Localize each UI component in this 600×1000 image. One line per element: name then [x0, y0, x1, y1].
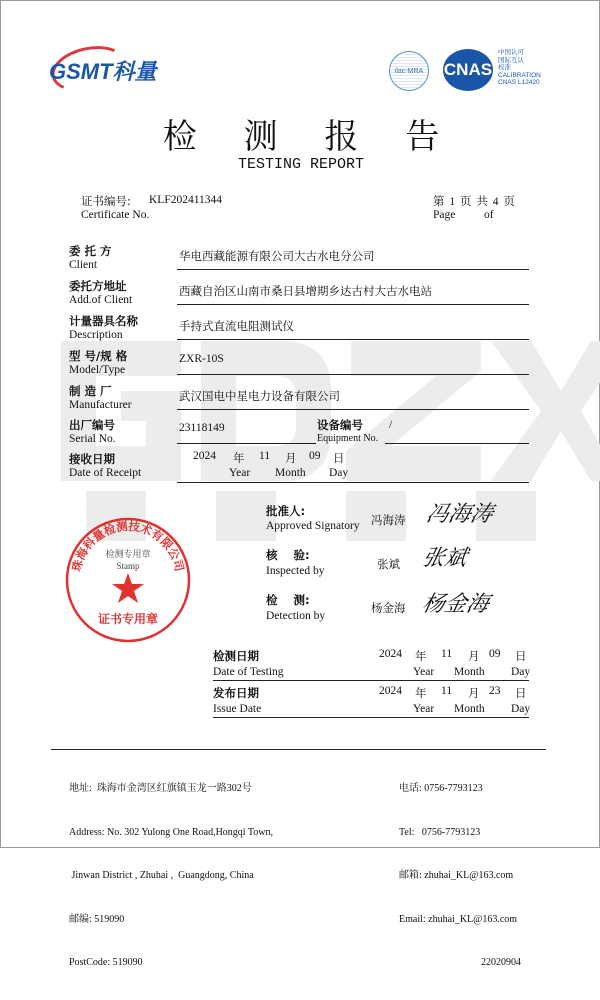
seal-inner-text: 检测专用章 — [105, 550, 151, 560]
testing_date-underline — [213, 680, 529, 681]
of-label: of — [484, 209, 494, 221]
testing_date-label: 检测日期 — [213, 649, 259, 663]
issue_date-underline — [213, 717, 529, 718]
field-label: 型 号/规 格 — [69, 349, 128, 363]
issue_date-label: 发布日期 — [213, 686, 259, 700]
gsmt-logo — [49, 55, 157, 86]
receipt-day: 09 — [309, 450, 321, 462]
seal-ring-text: 珠海科量检测技术有限公司 — [69, 519, 187, 573]
testing_date-month: 11 — [441, 648, 453, 660]
testing_date-label-en: Date of Testing — [213, 666, 284, 678]
issue_date-d_cn: 日 — [515, 688, 527, 700]
cnas-caption-line: 中国认可 — [498, 49, 524, 56]
tester-label-en: Detection by — [266, 610, 326, 622]
receipt-month: 11 — [259, 450, 271, 462]
testing_date-m_cn: 月 — [468, 651, 480, 663]
issue_date-year: 2024 — [379, 685, 402, 697]
field-underline — [177, 339, 529, 340]
equipment-label-en: Equipment No. — [317, 433, 379, 444]
issue_date-d_en: Day — [511, 703, 531, 715]
testing_date-y_en: Year — [413, 666, 435, 678]
cnas-caption — [498, 49, 541, 87]
field-label-en: Manufacturer — [69, 399, 132, 411]
company-seal — [65, 517, 191, 643]
field-label-en: Model/Type — [69, 364, 126, 376]
field-value: 华电西藏能源有限公司大古水电分公司 — [179, 251, 375, 263]
page-count: 第 1 页 共 4 页 — [433, 196, 515, 208]
footer-line: Address: No. 302 Yulong One Road,Hongqi Town, — [69, 826, 274, 838]
issue_date-month: 11 — [441, 685, 453, 697]
testing_date-d_cn: 日 — [515, 651, 527, 663]
footer-line: PostCode: 519090 — [69, 957, 143, 968]
cert-number: KLF202411344 — [149, 194, 223, 206]
footer-divider — [51, 749, 546, 750]
day-unit: 日 — [333, 453, 345, 465]
equipment-underline — [385, 443, 529, 444]
issue_date-m_cn: 月 — [468, 688, 480, 700]
year-label: Year — [229, 467, 251, 479]
testing_date-m_en: Month — [454, 666, 485, 678]
testing_date-year: 2024 — [379, 648, 402, 660]
cert-label-en: Certificate No. — [81, 209, 150, 221]
field-label: 出厂编号 — [69, 418, 115, 432]
footer-line: 邮箱: zhuhai_KL@163.com — [399, 870, 514, 881]
footer-line: Tel: 0756-7793123 — [399, 826, 481, 838]
cnas-caption-line: 校准 — [498, 64, 511, 71]
field-label-en: Add.of Client — [69, 294, 133, 306]
cnas-logo — [443, 49, 493, 91]
testing_date-y_cn: 年 — [415, 651, 427, 663]
seal-inner-text-en: Stamp — [116, 561, 140, 571]
cert-label: 证书编号: — [81, 194, 131, 208]
cnas-caption-line: 国际互认 — [498, 56, 524, 64]
footer-line: 邮编: 519090 — [69, 913, 125, 925]
equipment-number: / — [389, 419, 393, 431]
issue_date-y_cn: 年 — [415, 688, 427, 700]
month-unit: 月 — [285, 453, 297, 465]
receipt-year: 2024 — [193, 450, 216, 462]
approver-label: 批准人: — [266, 504, 306, 518]
field-underline — [177, 409, 529, 410]
field-value: 23118149 — [179, 422, 225, 434]
year-unit: 年 — [233, 453, 245, 465]
field-label-en: Description — [69, 329, 123, 341]
field-value: 西藏自治区山南市桑日县增期乡达古村大古水电站 — [179, 286, 432, 298]
field-underline — [177, 304, 529, 305]
issue_date-y_en: Year — [413, 703, 435, 715]
day-label: Day — [329, 467, 349, 479]
logo-text: GSMT科量 — [49, 59, 157, 84]
seal-bottom-text: 证书专用章 — [97, 612, 159, 626]
field-label: 计量器具名称 — [69, 314, 138, 328]
page-subtitle: TESTING REPORT — [237, 156, 365, 173]
field-value: ZXR-10S — [179, 353, 224, 365]
footer-address — [69, 753, 273, 1000]
field-underline — [177, 269, 529, 270]
field-value: 武汉国电中星电力设备有限公司 — [179, 391, 340, 403]
field-underline — [177, 374, 529, 375]
tester-signature: 杨金海 — [419, 592, 492, 617]
cnas-caption-line: CNAS L12420 — [498, 79, 540, 86]
footer-line: Jinwan District , Zhuhai , Guangdong, China — [69, 870, 254, 881]
inspector-label: 核 验: — [266, 548, 310, 562]
cnas-caption-line: CALIBRATION — [498, 71, 541, 79]
receipt-underline — [177, 482, 529, 483]
field-label: 委托方地址 — [69, 279, 127, 293]
receipt-label: 接收日期 — [69, 452, 115, 466]
issue_date-label-en: Issue Date — [213, 703, 262, 715]
cnas-text: CNAS — [443, 60, 493, 79]
page-label: Page — [433, 209, 456, 221]
form-code: 22020904 — [481, 957, 521, 968]
field-label: 委 托 方 — [69, 244, 112, 258]
footer-line: 电话: 0756-7793123 — [399, 783, 483, 794]
issue_date-day: 23 — [489, 685, 501, 697]
field-value: 手持式直流电阻测试仪 — [179, 321, 294, 333]
field-label-en: Serial No. — [69, 433, 116, 445]
testing_date-day: 09 — [489, 648, 501, 660]
inspector-name: 张斌 — [377, 559, 400, 571]
ilac-mra-logo — [389, 51, 429, 91]
footer-contact — [399, 753, 521, 1000]
field-label: 制 造 厂 — [69, 384, 112, 398]
equipment-label: 设备编号 — [317, 418, 363, 432]
tester-label: 检 测: — [266, 593, 310, 607]
inspector-label-en: Inspected by — [266, 565, 325, 577]
footer-line: 地址: 珠海市金湾区红旗镇玉龙一路302号 — [69, 783, 252, 794]
ilac-text: ilac-MRA — [394, 67, 424, 75]
field-label-en: Client — [69, 259, 98, 271]
approver-name: 冯海涛 — [371, 515, 406, 527]
inspector-signature: 张斌 — [419, 546, 470, 571]
receipt-label-en: Date of Receipt — [69, 467, 142, 479]
month-label: Month — [275, 467, 306, 479]
testing_date-d_en: Day — [511, 666, 531, 678]
footer-line: Email: zhuhai_KL@163.com — [399, 913, 518, 925]
issue_date-m_en: Month — [454, 703, 485, 715]
tester-name: 杨金海 — [371, 603, 406, 615]
page-title: 检 测 报 告 — [162, 117, 458, 157]
serial-underline — [177, 443, 316, 444]
approver-signature: 冯海涛 — [423, 502, 496, 527]
approver-label-en: Approved Signatory — [266, 520, 360, 532]
seal-star-icon — [112, 573, 144, 603]
